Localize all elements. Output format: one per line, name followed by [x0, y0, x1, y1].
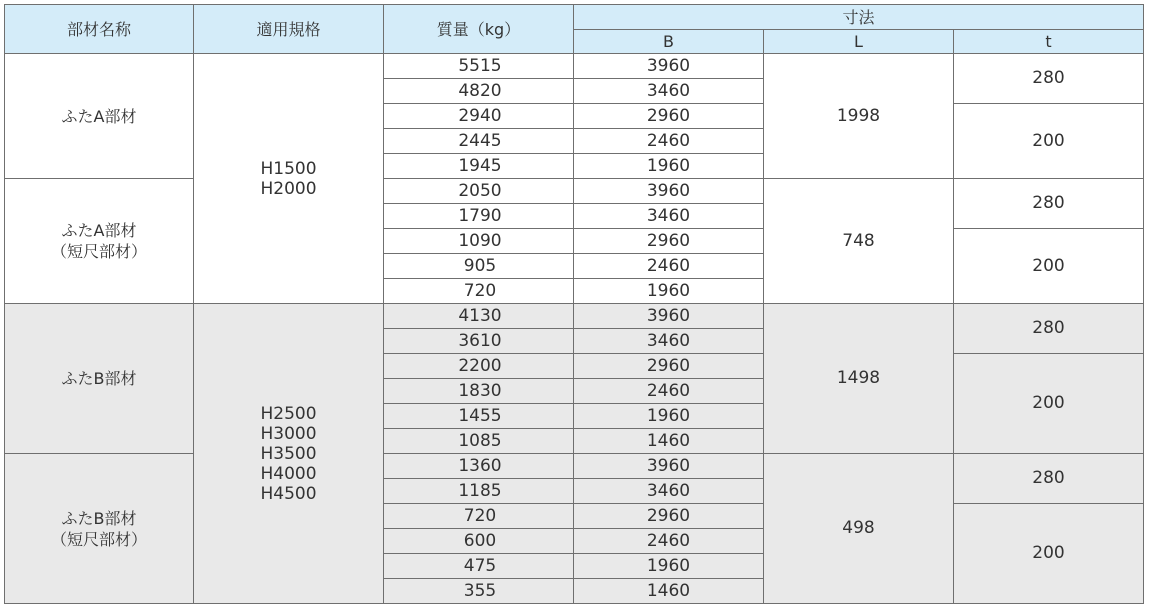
t-cell: 280: [954, 54, 1144, 104]
spec-value: H3000: [260, 423, 317, 444]
table-body: [5, 54, 1144, 604]
l-cell: 1498: [764, 304, 954, 454]
t-cell: 280: [954, 454, 1144, 504]
mass-cell: 2445: [384, 129, 574, 154]
mass-cell: 1455: [384, 404, 574, 429]
l-cell: 498: [764, 454, 954, 604]
table-row: [5, 304, 1144, 329]
mass-cell: 1085: [384, 429, 574, 454]
mass-cell: 3610: [384, 329, 574, 354]
b-cell: 1460: [574, 429, 764, 454]
mass-cell: 355: [384, 579, 574, 604]
spec-value: H2500: [260, 403, 317, 424]
b-cell: 1960: [574, 554, 764, 579]
mass-cell: 1830: [384, 379, 574, 404]
member-name: ふたB部材: [61, 369, 137, 388]
header-spec: 適用規格: [194, 5, 384, 54]
b-cell: 3960: [574, 179, 764, 204]
spec-table: [4, 4, 1144, 604]
spec-value: H1500: [260, 158, 317, 179]
mass-cell: 1185: [384, 479, 574, 504]
b-cell: 2960: [574, 104, 764, 129]
table-row: [5, 454, 1144, 479]
t-cell: 200: [954, 354, 1144, 454]
b-cell: 1960: [574, 154, 764, 179]
mass-cell: 4130: [384, 304, 574, 329]
table-row: [5, 54, 1144, 79]
member-name-cell: [5, 454, 194, 604]
header-t: t: [954, 30, 1144, 54]
b-cell: 3960: [574, 304, 764, 329]
mass-cell: 4820: [384, 79, 574, 104]
b-cell: 2960: [574, 504, 764, 529]
spec-cell: [194, 54, 384, 304]
member-name: ふたA部材: [61, 221, 137, 240]
mass-cell: 475: [384, 554, 574, 579]
b-cell: 3460: [574, 329, 764, 354]
b-cell: 3960: [574, 54, 764, 79]
member-name: ふたA部材: [61, 106, 137, 126]
header-mass: 質量（kg）: [384, 5, 574, 54]
spec-value: H4000: [260, 463, 317, 484]
mass-cell: 2940: [384, 104, 574, 129]
mass-cell: 5515: [384, 54, 574, 79]
b-cell: 3960: [574, 454, 764, 479]
header-b: B: [574, 30, 764, 54]
b-cell: 1960: [574, 404, 764, 429]
mass-cell: 600: [384, 529, 574, 554]
mass-cell: 720: [384, 504, 574, 529]
b-cell: 1960: [574, 279, 764, 304]
header-dimensions: 寸法: [574, 5, 1144, 30]
mass-cell: 2200: [384, 354, 574, 379]
mass-cell: 2050: [384, 179, 574, 204]
b-cell: 2960: [574, 229, 764, 254]
b-cell: 3460: [574, 204, 764, 229]
b-cell: 2460: [574, 379, 764, 404]
l-cell: 1998: [764, 54, 954, 179]
table-row: [5, 179, 1144, 204]
t-cell: 200: [954, 504, 1144, 604]
header-l: L: [764, 30, 954, 54]
member-name-cell: [5, 54, 194, 179]
l-cell: 748: [764, 179, 954, 304]
t-cell: 280: [954, 179, 1144, 229]
mass-cell: 720: [384, 279, 574, 304]
member-name: ふたB部材: [61, 508, 137, 528]
mass-cell: 1360: [384, 454, 574, 479]
b-cell: 3460: [574, 479, 764, 504]
header-name: 部材名称: [5, 5, 194, 54]
b-cell: 2460: [574, 129, 764, 154]
b-cell: 2460: [574, 254, 764, 279]
member-name: （短尺部材）: [50, 242, 147, 261]
mass-cell: 1090: [384, 229, 574, 254]
mass-cell: 1790: [384, 204, 574, 229]
spec-value: H4500: [260, 483, 317, 504]
mass-cell: 1945: [384, 154, 574, 179]
b-cell: 3460: [574, 79, 764, 104]
mass-cell: 905: [384, 254, 574, 279]
spec-value: H2000: [260, 178, 317, 199]
member-name-cell: [5, 304, 194, 454]
spec-value: H3500: [260, 443, 317, 464]
b-cell: 2460: [574, 529, 764, 554]
member-name-cell: [5, 179, 194, 304]
b-cell: 1460: [574, 579, 764, 604]
t-cell: 200: [954, 104, 1144, 179]
b-cell: 2960: [574, 354, 764, 379]
member-name: （短尺部材）: [50, 529, 147, 549]
t-cell: 200: [954, 229, 1144, 304]
spec-cell: [194, 304, 384, 604]
t-cell: 280: [954, 304, 1144, 354]
